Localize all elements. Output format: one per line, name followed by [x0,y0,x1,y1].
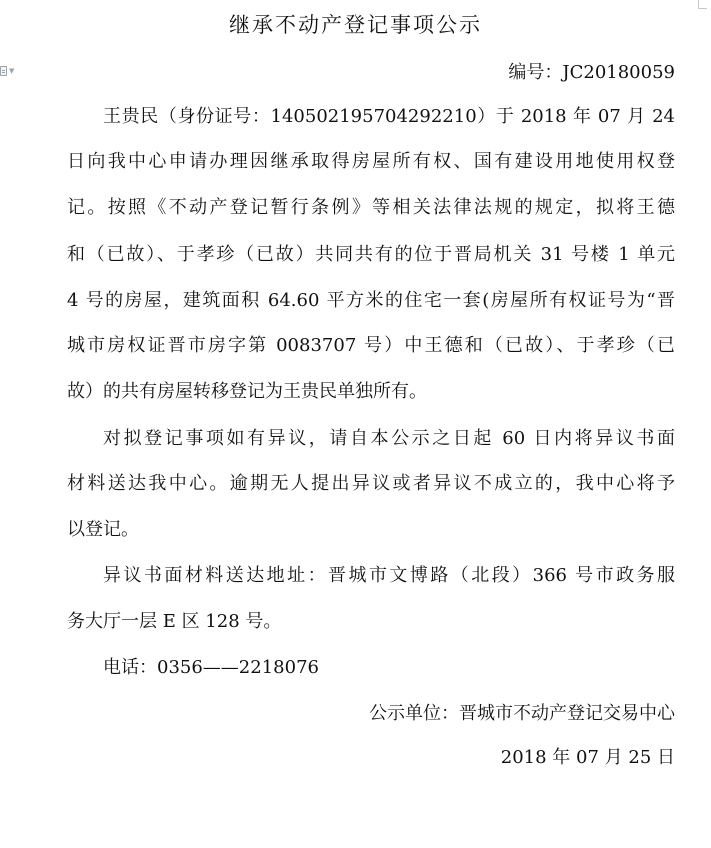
paragraph-2-line-3: 以登记。 [67,519,139,540]
paragraph-1-line-3: 记。按照《不动产登记暂行条例》等相关法律法规的规定，拟将王德 [67,197,675,218]
paragraph-1-line-1: 王贵民（身份证号：140502195704292210）于 2018 年 07 月 24 [103,106,675,127]
paragraph-1-line-6: 城市房权证晋市房字第 0083707 号）中王德和（已故）、于孝珍（已 [67,335,675,356]
document-date: 2018 年 07 月 25 日 [500,747,675,768]
document-icon [0,66,7,76]
contact-phone: 电话：0356——2218076 [103,657,319,678]
document-title: 继承不动产登记事项公示 [229,13,482,37]
paragraph-1-line-2: 日向我中心申请办理因继承取得房屋所有权、国有建设用地使用权登 [67,151,675,172]
paragraph-3-line-1: 异议书面材料送达地址：晋城市文博路（北段）366 号市政务服 [103,565,675,586]
paragraph-1-line-5: 4 号的房屋，建筑面积 64.60 平方米的住宅一套(房屋所有权证号为“晋 [67,290,675,311]
issuer: 公示单位：晋城市不动产登记交易中心 [369,703,675,724]
paragraph-1-line-4: 和（已故）、于孝珍（已故）共同共有的位于晋局机关 31 号楼 1 单元 [67,244,675,265]
paragraph-3-line-2: 务大厅一层 E 区 128 号。 [67,611,282,632]
paragraph-1-line-7: 故）的共有房屋转移登记为王贵民单独所有。 [67,381,427,402]
paragraph-2-line-1: 对拟登记事项如有异议，请自本公示之日起 60 日内将异议书面 [103,428,675,449]
paragraph-2-line-2: 材料送达我中心。逾期无人提出异议或者异议不成立的，我中心将予 [67,473,675,494]
document-margin-icon[interactable] [0,64,22,78]
document-number: 编号：JC20180059 [508,62,675,83]
caret-down-icon: ▼ [9,66,15,75]
